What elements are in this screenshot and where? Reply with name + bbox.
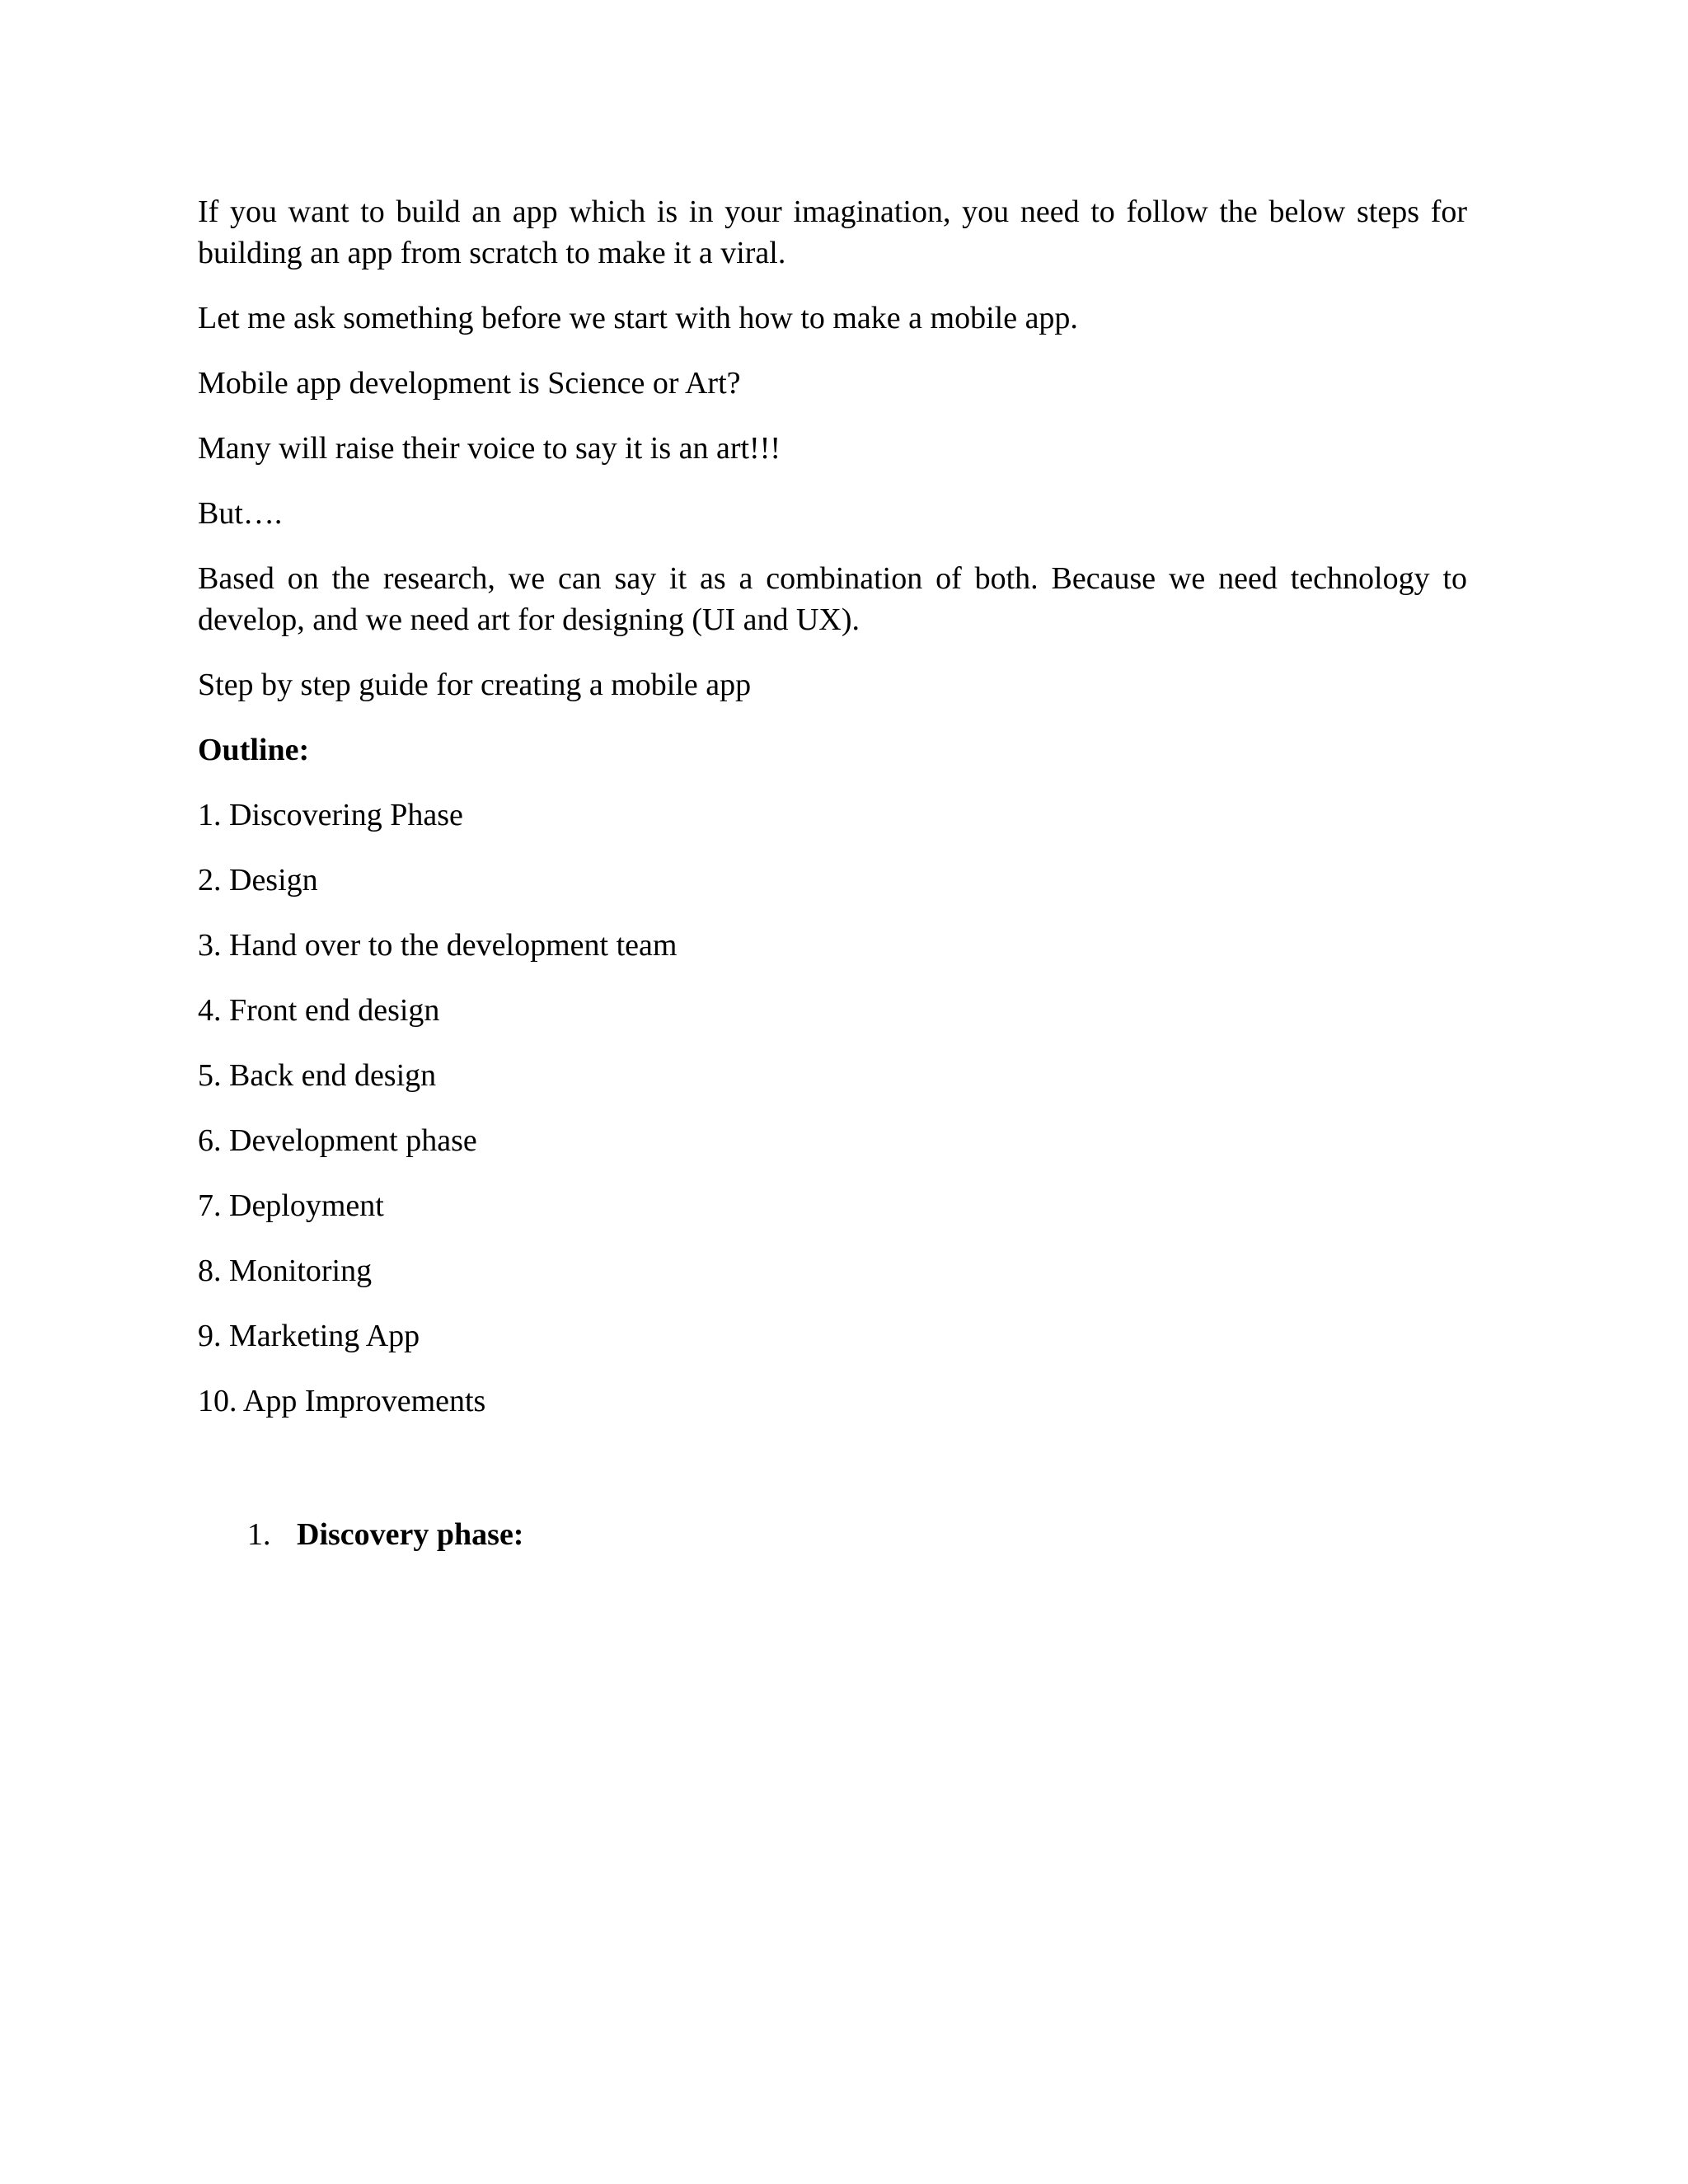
outline-item: 1. Discovering Phase [198, 798, 463, 832]
intro-paragraph: Based on the research, we can say it as a combination of both. Because we need technology to develop, and we need art for designing (UI and UX). [198, 561, 1467, 637]
intro-paragraph: Many will raise their voice to say it is an art!!! [198, 431, 781, 466]
outline-item: 3. Hand over to the development team [198, 928, 678, 963]
guide-subtitle: Step by step guide for creating a mobile app [198, 668, 752, 702]
section-title: Discovery phase: [297, 1517, 524, 1552]
intro-paragraph: But…. [198, 496, 283, 531]
document-content [198, 191, 1467, 1555]
intro-question: Mobile app development is Science or Art? [198, 366, 741, 401]
outline-item: 8. Monitoring [198, 1254, 373, 1288]
intro-paragraph: If you want to build an app which is in your imagination, you need to follow the below steps for building an app from scratch to make it a viral. [198, 194, 1467, 270]
outline-item: 10. App Improvements [198, 1384, 486, 1418]
section-heading [247, 1514, 1467, 1555]
outline-item: 6. Development phase [198, 1123, 477, 1158]
outline-item: 5. Back end design [198, 1058, 437, 1093]
outline-item: 9. Marketing App [198, 1319, 420, 1353]
section-number: 1. [247, 1517, 271, 1552]
outline-heading: Outline: [198, 733, 310, 767]
intro-paragraph: Let me ask something before we start with how to make a mobile app. [198, 301, 1078, 335]
outline-item: 4. Front end design [198, 993, 440, 1028]
outline-list [198, 794, 1467, 1422]
outline-item: 7. Deployment [198, 1188, 384, 1223]
outline-item: 2. Design [198, 863, 318, 898]
